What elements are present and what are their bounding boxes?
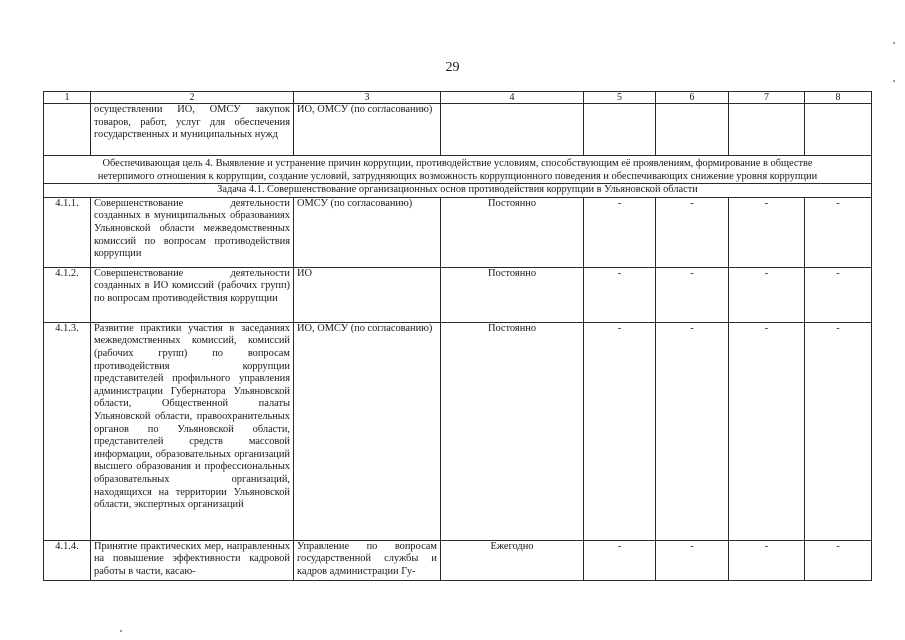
value-cell-7: - bbox=[729, 267, 805, 322]
executor-cell: Управление по вопросам государственной службы и кадров администрации Гу- bbox=[294, 540, 441, 580]
table-row bbox=[44, 540, 872, 580]
header-col-1: 1 bbox=[44, 92, 91, 104]
measure-cell: Совершенствование деятельности созданных в ИО комиссий (рабочих групп) по вопросам противодействия коррупции bbox=[91, 267, 294, 322]
value-cell-6: - bbox=[656, 267, 729, 322]
measures-table bbox=[43, 91, 872, 581]
value-cell-5: - bbox=[584, 267, 656, 322]
value-cell-6: - bbox=[656, 322, 729, 540]
measure-cell: осуществлении ИО, ОМСУ закупок товаров, работ, услуг для обеспечения государственных и муниципальных нужд bbox=[91, 104, 294, 156]
measure-cell: Совершенствование деятельности созданных в муниципальных образованиях Ульяновской области межведомственных комиссий по вопросам противодействия коррупции bbox=[91, 197, 294, 267]
table-row bbox=[44, 197, 872, 267]
row-number-cell bbox=[44, 104, 91, 156]
header-col-2: 2 bbox=[91, 92, 294, 104]
header-col-5: 5 bbox=[584, 92, 656, 104]
value-cell-6: - bbox=[656, 540, 729, 580]
value-cell-6: - bbox=[656, 197, 729, 267]
measure-cell: Развитие практики участия в заседаниях межведомственных комиссий, комиссий (рабочих групп) по вопросам противодействия коррупции представителей профильного управления администрации Губернатора Ульяновской области, Общественной палаты Ульяновской области, правоохранительных органов по Ульяновской области, представителей средств массовой информации, образовательных организаций высшего образования и профессиональных образовательных организаций, находящихся на территории Ульяновской области, экспертных организаций bbox=[91, 322, 294, 540]
value-cell-7 bbox=[729, 104, 805, 156]
value-cell-7: - bbox=[729, 197, 805, 267]
table-row bbox=[44, 267, 872, 322]
row-number: 4.1.3. bbox=[44, 322, 91, 540]
scan-speck bbox=[893, 42, 895, 44]
page-number: 29 bbox=[445, 60, 460, 75]
header-col-4: 4 bbox=[441, 92, 584, 104]
executor-cell: ОМСУ (по согласованию) bbox=[294, 197, 441, 267]
value-cell-5: - bbox=[584, 197, 656, 267]
executor-cell: ИО, ОМСУ (по согласованию) bbox=[294, 104, 441, 156]
value-cell-5 bbox=[584, 104, 656, 156]
value-cell-6 bbox=[656, 104, 729, 156]
value-cell-8: - bbox=[805, 197, 872, 267]
header-col-6: 6 bbox=[656, 92, 729, 104]
header-col-3: 3 bbox=[294, 92, 441, 104]
period-cell bbox=[441, 104, 584, 156]
row-number: 4.1.4. bbox=[44, 540, 91, 580]
value-cell-5: - bbox=[584, 540, 656, 580]
value-cell-5: - bbox=[584, 322, 656, 540]
row-number: 4.1.2. bbox=[44, 267, 91, 322]
scan-speck bbox=[893, 80, 895, 82]
executor-cell: ИО bbox=[294, 267, 441, 322]
row-number: 4.1.1. bbox=[44, 197, 91, 267]
header-col-8: 8 bbox=[805, 92, 872, 104]
table-row bbox=[44, 322, 872, 540]
value-cell-8: - bbox=[805, 540, 872, 580]
period-cell: Постоянно bbox=[441, 197, 584, 267]
task-row bbox=[44, 184, 872, 198]
value-cell-8: - bbox=[805, 322, 872, 540]
scan-speck bbox=[120, 630, 122, 632]
table-row-continued bbox=[44, 104, 872, 156]
goal-row bbox=[44, 156, 872, 184]
value-cell-7: - bbox=[729, 322, 805, 540]
period-cell: Постоянно bbox=[441, 267, 584, 322]
value-cell-8: - bbox=[805, 267, 872, 322]
goal-text: Обеспечивающая цель 4. Выявление и устранение причин коррупции, противодействие условиям, способствующим её проявлениям, формирование в обществе нетерпимого отношения к коррупции, создание условий, затрудняющих возможность коррупционного поведения и обеспечивающих снижение уровня коррупции bbox=[44, 156, 872, 184]
header-col-7: 7 bbox=[729, 92, 805, 104]
value-cell-8 bbox=[805, 104, 872, 156]
executor-cell: ИО, ОМСУ (по согласованию) bbox=[294, 322, 441, 540]
value-cell-7: - bbox=[729, 540, 805, 580]
header-row bbox=[44, 92, 872, 104]
period-cell: Ежегодно bbox=[441, 540, 584, 580]
task-text: Задача 4.1. Совершенствование организационных основ противодействия коррупции в Ульяновской области bbox=[44, 184, 872, 198]
measure-cell: Принятие практических мер, направленных на повышение эффективности кадровой работы в части, касаю- bbox=[91, 540, 294, 580]
period-cell: Постоянно bbox=[441, 322, 584, 540]
